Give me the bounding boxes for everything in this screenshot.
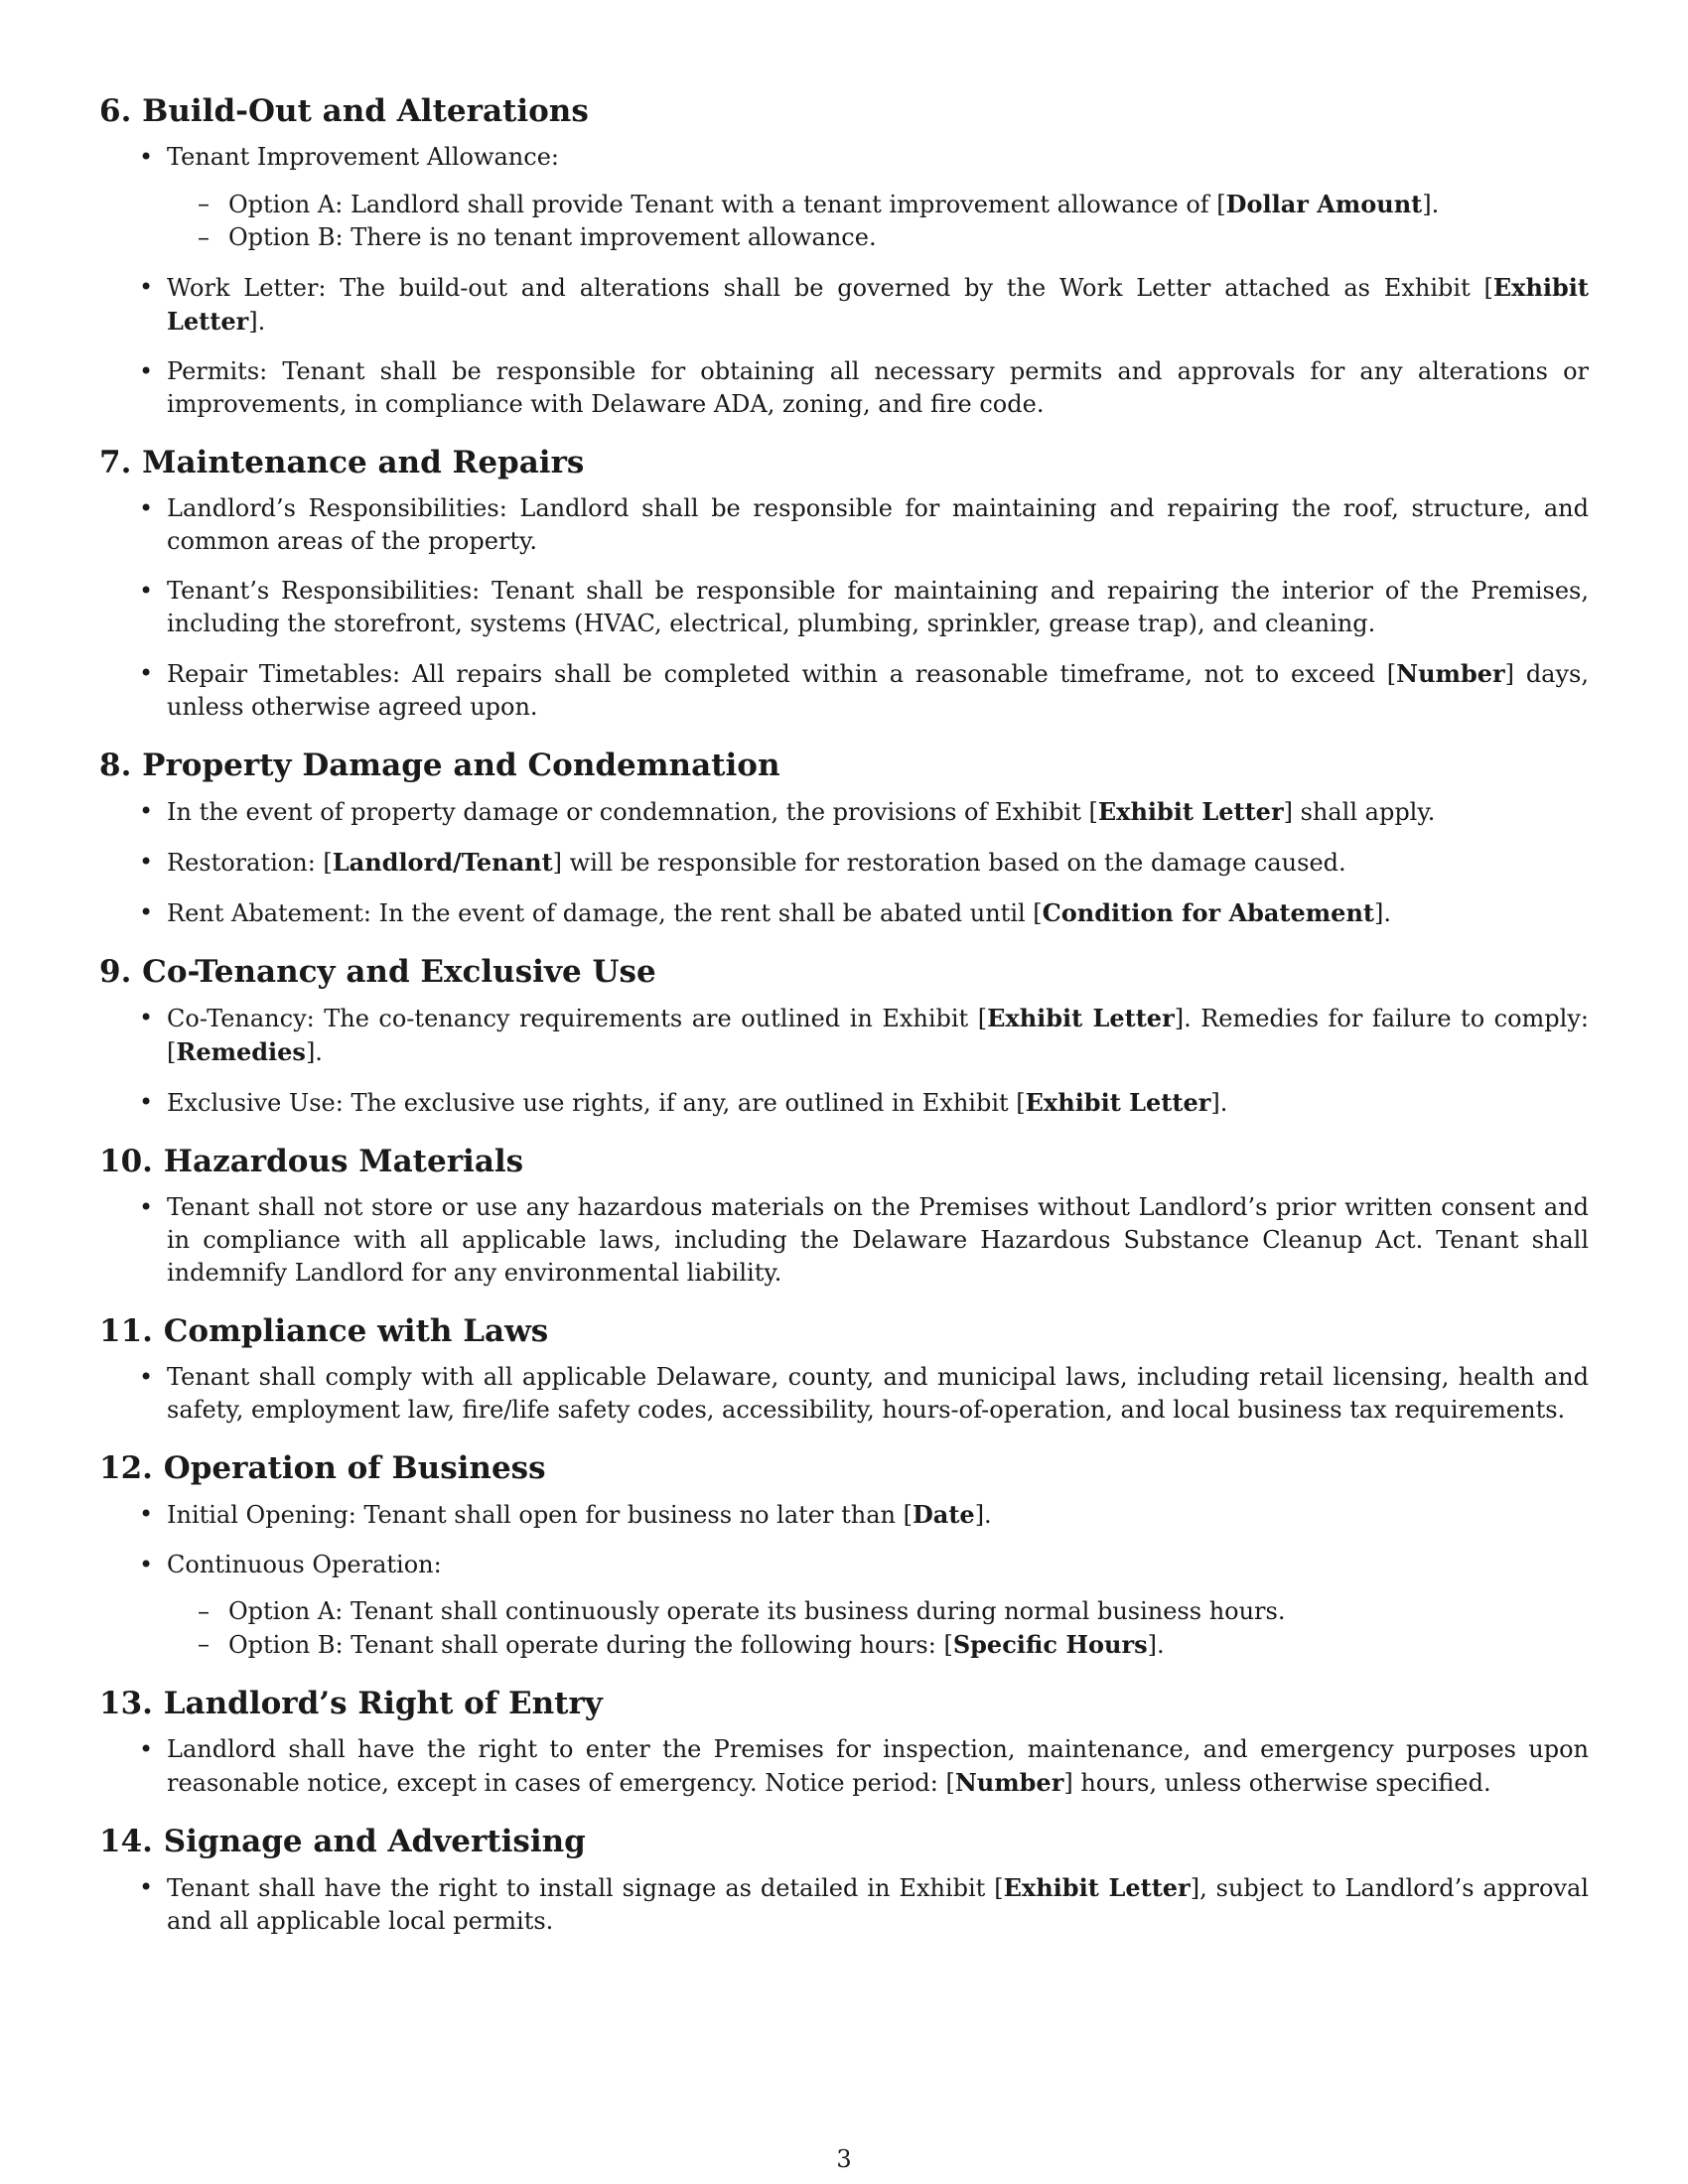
bullet-list: [99, 492, 1589, 724]
section-heading: 7. Maintenance and Repairs: [99, 445, 585, 480]
option-item: – Option B: There is no tenant improvement allowance.: [228, 221, 1589, 254]
bullet-list: [99, 1871, 1589, 1938]
section-heading: 12. Operation of Business: [99, 1450, 546, 1486]
section-property-damage: [99, 746, 1589, 930]
list-item: • Tenant Improvement Allowance: – Option A: Landlord shall provide Tenant with a tenant improvement allowance of [Dollar Amount]. – Option B: There is no tenant improvement allowance.: [167, 141, 1589, 254]
section-heading: 11. Compliance with Laws: [99, 1313, 549, 1349]
list-item: • Landlord’s Responsibilities: Landlord shall be responsible for maintaining and repairing the roof, structure, and common areas of the property.: [167, 492, 1589, 558]
list-item: • Co-Tenancy: The co-tenancy requirements are outlined in Exhibit [Exhibit Letter]. Remedies for failure to comply: [Remedies].: [167, 1002, 1589, 1069]
section-heading: 6. Build-Out and Alterations: [99, 93, 589, 129]
option-item: – Option A: Tenant shall continuously operate its business during normal business hours.: [228, 1595, 1589, 1628]
section-hazardous-materials: [99, 1142, 1589, 1290]
list-item: • In the event of property damage or condemnation, the provisions of Exhibit [Exhibit Letter] shall apply.: [167, 795, 1589, 829]
option-item: – Option B: Tenant shall operate during the following hours: [Specific Hours].: [228, 1628, 1589, 1662]
list-item: • Permits: Tenant shall be responsible for obtaining all necessary permits and approvals for any alterations or improvements, in compliance with Delaware ADA, zoning, and fire code.: [167, 355, 1589, 421]
bullet-list: [99, 1733, 1589, 1800]
option-item: – Option A: Landlord shall provide Tenant with a tenant improvement allowance of [Dollar Amount].: [228, 188, 1589, 221]
bullet-list: [99, 1498, 1589, 1662]
list-item: • Rent Abatement: In the event of damage, the rent shall be abated until [Condition for Abatement].: [167, 896, 1589, 930]
section-maintenance: [99, 443, 1589, 724]
section-heading: 13. Landlord’s Right of Entry: [99, 1686, 603, 1721]
page-number: 3: [836, 2145, 852, 2173]
section-build-out: [99, 91, 1589, 421]
section-heading: 8. Property Damage and Condemnation: [99, 748, 780, 783]
bullet-list: [99, 1361, 1589, 1427]
section-operation: [99, 1448, 1589, 1662]
section-compliance: [99, 1311, 1589, 1427]
list-item: • Tenant’s Responsibilities: Tenant shall be responsible for maintaining and repairing the interior of the Premises, including the storefront, systems (HVAC, electrical, plumbing, sprinkler, grease trap), and cleaning.: [167, 575, 1589, 640]
section-co-tenancy: [99, 952, 1589, 1120]
list-item: • Exclusive Use: The exclusive use rights, if any, are outlined in Exhibit [Exhibit Letter].: [167, 1086, 1589, 1120]
list-item: • Continuous Operation: – Option A: Tenant shall continuously operate its business during normal business hours. – Option B: Tenant shall operate during the following hours: [Specific Hours].: [167, 1549, 1589, 1662]
list-item: • Tenant shall comply with all applicable Delaware, county, and municipal laws, including retail licensing, health and safety, employment law, fire/life safety codes, accessibility, hours-of-operation, and local business tax requirements.: [167, 1361, 1589, 1427]
bullet-list: [99, 141, 1589, 421]
section-heading: 14. Signage and Advertising: [99, 1824, 586, 1859]
option-list: [167, 188, 1589, 254]
list-item: • Work Letter: The build-out and alterations shall be governed by the Work Letter attached as Exhibit [Exhibit Letter].: [167, 271, 1589, 339]
section-signage: [99, 1822, 1589, 1938]
list-item: • Restoration: [Landlord/Tenant] will be responsible for restoration based on the damage caused.: [167, 846, 1589, 880]
bullet-list: [99, 1002, 1589, 1120]
section-heading: 9. Co-Tenancy and Exclusive Use: [99, 954, 656, 990]
bullet-list: [99, 795, 1589, 930]
list-item: • Tenant shall have the right to install signage as detailed in Exhibit [Exhibit Letter], subject to Landlord’s approval and all applicable local permits.: [167, 1871, 1589, 1938]
option-list: [167, 1595, 1589, 1662]
list-item: • Tenant shall not store or use any hazardous materials on the Premises without Landlord’s prior written consent and in compliance with all applicable laws, including the Delaware Hazardous Substance Cleanup Act. Tenant shall indemnify Landlord for any environmental liability.: [167, 1191, 1589, 1290]
list-item: • Repair Timetables: All repairs shall be completed within a reasonable timeframe, not to exceed [Number] days, unless otherwise agreed upon.: [167, 657, 1589, 724]
bullet-list: [99, 1191, 1589, 1290]
list-item: • Landlord shall have the right to enter the Premises for inspection, maintenance, and emergency purposes upon reasonable notice, except in cases of emergency. Notice period: [Number] hours, unless otherwise specified.: [167, 1733, 1589, 1800]
section-right-of-entry: [99, 1684, 1589, 1800]
list-item: • Initial Opening: Tenant shall open for business no later than [Date].: [167, 1498, 1589, 1532]
section-heading: 10. Hazardous Materials: [99, 1144, 524, 1179]
